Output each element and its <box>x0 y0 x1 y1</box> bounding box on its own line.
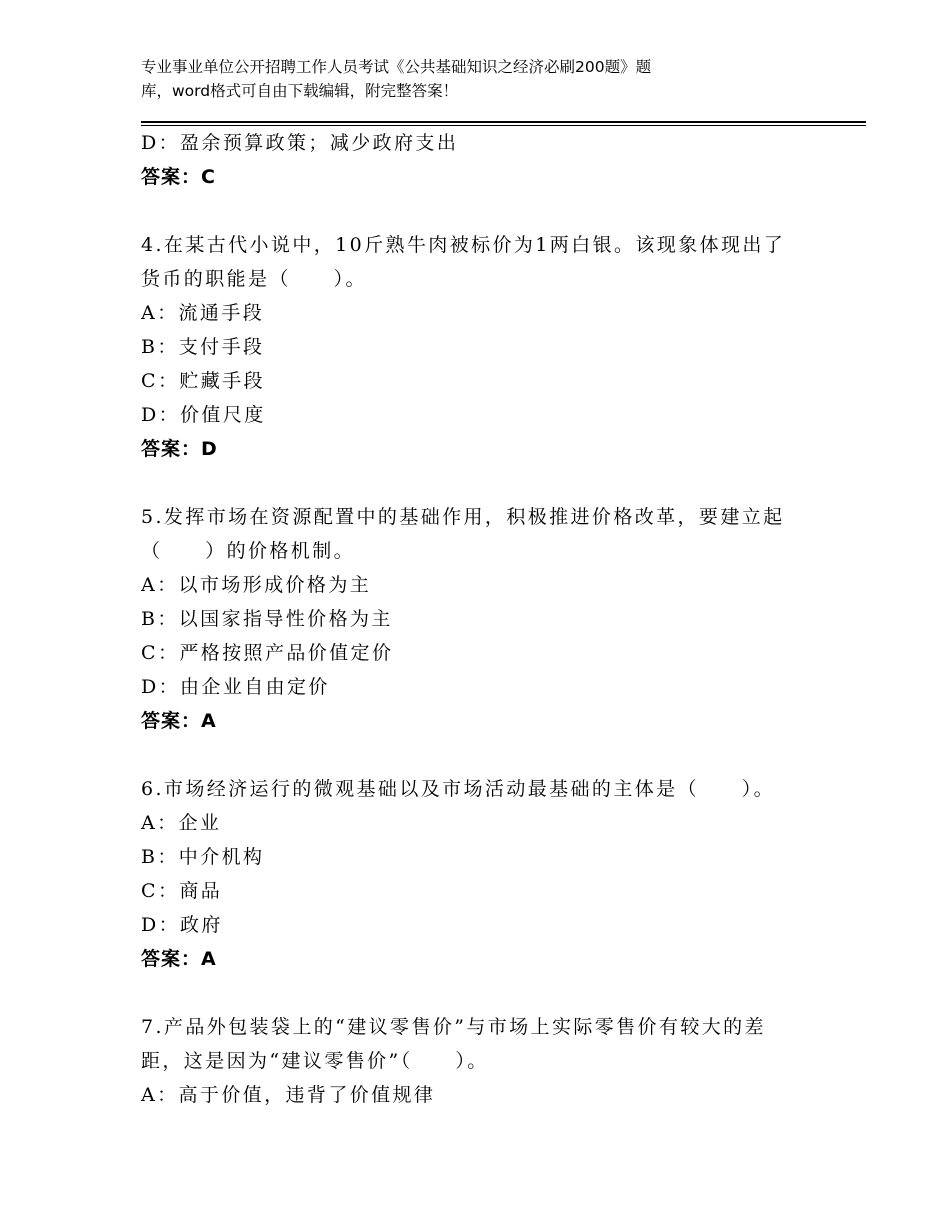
question-stem-line-1: 4.在某古代小说中，10斤熟牛肉被标价为1两白银。该现象体现出了 <box>141 234 786 256</box>
option-a: A：企业 <box>141 812 222 834</box>
question-stem-line-2: （ ）的价格机制。 <box>141 540 356 562</box>
option-b: B：中介机构 <box>141 846 265 868</box>
document-header <box>141 55 781 103</box>
question-5 <box>141 500 801 738</box>
option-d: D：盈余预算政策；减少政府支出 <box>141 132 459 154</box>
question-stem-line-1: 5.发挥市场在资源配置中的基础作用，积极推进价格改革，要建立起 <box>141 506 785 528</box>
answer-label: 答案：C <box>141 166 216 188</box>
option-d: D：由企业自由定价 <box>141 676 330 698</box>
answer-label: 答案：D <box>141 438 218 460</box>
header-title-line-1: 专业事业单位公开招聘工作人员考试《公共基础知识之经济必刷200题》题 <box>141 58 652 76</box>
question-list <box>141 126 801 1112</box>
option-b: B：支付手段 <box>141 336 265 358</box>
answer-label: 答案：A <box>141 948 217 970</box>
question-6 <box>141 772 801 976</box>
option-c: C：贮藏手段 <box>141 370 265 392</box>
option-b: B：以国家指导性价格为主 <box>141 608 393 630</box>
option-a: A：高于价值，违背了价值规律 <box>141 1084 436 1106</box>
spacer <box>141 738 801 772</box>
answer-label: 答案：A <box>141 710 217 732</box>
question-stem-line-2: 距，这是因为“建议零售价”（ ）。 <box>141 1050 489 1072</box>
question-3 <box>141 126 801 194</box>
spacer <box>141 976 801 1010</box>
option-c: C：商品 <box>141 880 223 902</box>
spacer <box>141 194 801 228</box>
question-4 <box>141 228 801 466</box>
question-7 <box>141 1010 801 1112</box>
question-stem-line-2: 货币的职能是（ ）。 <box>141 268 367 290</box>
question-stem-line-1: 7.产品外包装袋上的“建议零售价”与市场上实际零售价有较大的差 <box>141 1016 766 1038</box>
option-d: D：价值尺度 <box>141 404 266 426</box>
spacer <box>141 466 801 500</box>
option-a: A：以市场形成价格为主 <box>141 574 372 596</box>
header-title-line-2: 库，word格式可自由下载编辑，附完整答案！ <box>141 82 459 100</box>
option-a: A：流通手段 <box>141 302 265 324</box>
option-d: D：政府 <box>141 914 223 936</box>
option-c: C：严格按照产品价值定价 <box>141 642 394 664</box>
header-divider-thick <box>141 121 866 123</box>
question-stem-line-1: 6.市场经济运行的微观基础以及市场活动最基础的主体是（ ）。 <box>141 778 776 800</box>
